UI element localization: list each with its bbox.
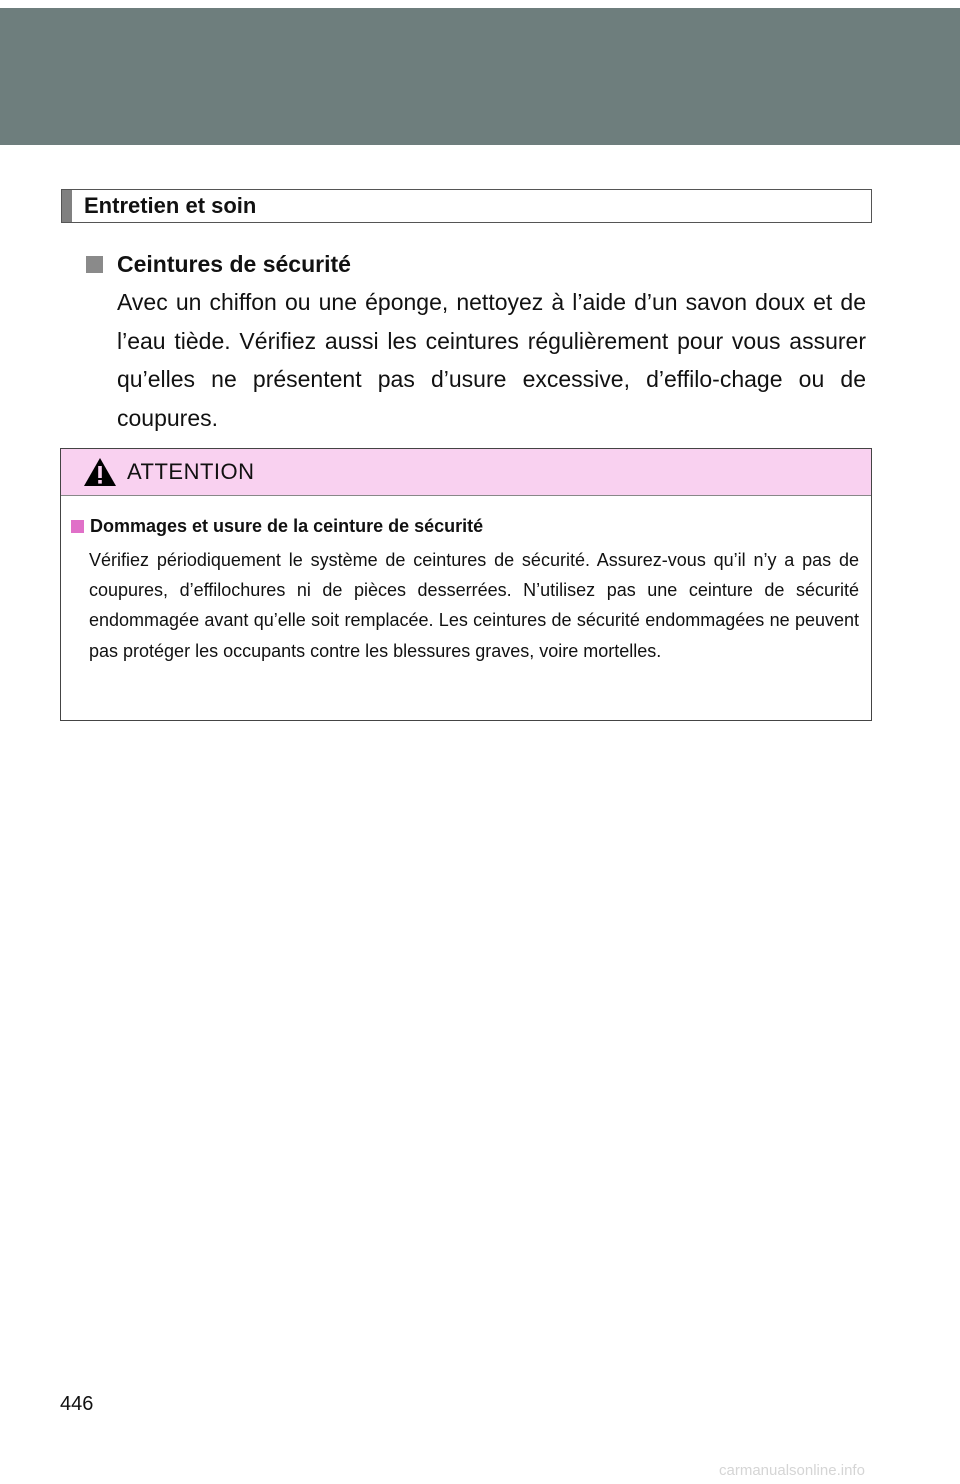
subsection-body-text: Avec un chiffon ou une éponge, nettoyez à l’aide d’un savon doux et de l’eau tiède. Vérifiez aussi les ceintures régulièrement pour vous assurer qu’elles ne présentent pas d’usure excessive, d’effilo-chage ou de coupures. (117, 289, 866, 431)
square-bullet-icon (86, 256, 103, 273)
page-number: 446 (60, 1393, 94, 1415)
section-heading-bar (62, 190, 72, 222)
attention-label: ATTENTION (127, 459, 255, 484)
section-heading (61, 189, 872, 223)
attention-item-title: Dommages et usure de la ceinture de sécurité (90, 516, 484, 536)
attention-header (61, 449, 871, 496)
pink-square-bullet-icon (71, 520, 84, 533)
subsection-title: Ceintures de sécurité (117, 251, 351, 277)
attention-item-text: Vérifiez périodiquement le système de ceintures de sécurité. Assurez-vous qu’il n’y a pas de coupures, d’effilochures ni de pièces desserrées. N’utilisez pas une ceinture de sécurité endommagée avant qu’elle soit remplacée. Les ceintures de sécurité endommagées ne peuvent pas protéger les occupants contre les blessures graves, voire mortelles. (89, 550, 859, 661)
section-heading-title: Entretien et soin (84, 193, 257, 218)
page-header-band (0, 8, 960, 145)
warning-triangle-icon (83, 457, 117, 487)
watermark: carmanualsonline.info (719, 1462, 865, 1479)
attention-box (60, 448, 872, 721)
